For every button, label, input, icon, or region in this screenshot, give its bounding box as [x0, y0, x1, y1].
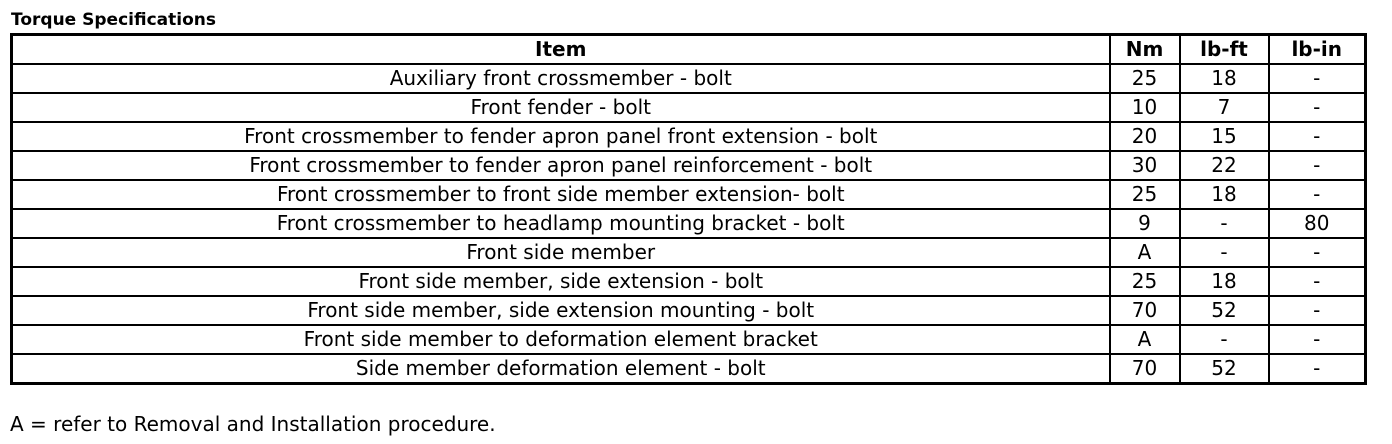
cell-item: Front side member — [12, 238, 1110, 267]
header-item: Item — [12, 35, 1110, 65]
cell-item: Front side member, side extension - bolt — [12, 267, 1110, 296]
cell-nm: 30 — [1110, 151, 1180, 180]
cell-nm: 25 — [1110, 64, 1180, 93]
cell-lb-in: - — [1269, 93, 1366, 122]
cell-lb-in: - — [1269, 180, 1366, 209]
cell-item: Front side member to deformation element bracket — [12, 325, 1110, 354]
cell-nm: 9 — [1110, 209, 1180, 238]
cell-lb-ft: 52 — [1180, 354, 1269, 384]
table-row — [12, 93, 1366, 122]
table-row — [12, 151, 1366, 180]
table-row — [12, 238, 1366, 267]
cell-item: Front crossmember to front side member extension- bolt — [12, 180, 1110, 209]
table-row — [12, 354, 1366, 384]
table-row — [12, 267, 1366, 296]
cell-nm: 70 — [1110, 354, 1180, 384]
cell-item: Front side member, side extension mounting - bolt — [12, 296, 1110, 325]
cell-lb-ft: 52 — [1180, 296, 1269, 325]
table-row — [12, 64, 1366, 93]
cell-lb-in: - — [1269, 325, 1366, 354]
cell-item: Side member deformation element - bolt — [12, 354, 1110, 384]
torque-spec-table — [10, 33, 1367, 385]
table-row — [12, 296, 1366, 325]
cell-lb-in: - — [1269, 122, 1366, 151]
cell-lb-ft: 18 — [1180, 180, 1269, 209]
table-row — [12, 325, 1366, 354]
cell-nm: 25 — [1110, 267, 1180, 296]
header-lb-ft: lb-ft — [1180, 35, 1269, 65]
cell-lb-in: - — [1269, 64, 1366, 93]
cell-lb-ft: - — [1180, 209, 1269, 238]
header-nm: Nm — [1110, 35, 1180, 65]
cell-item: Front crossmember to fender apron panel reinforcement - bolt — [12, 151, 1110, 180]
cell-lb-ft: 18 — [1180, 64, 1269, 93]
cell-nm: A — [1110, 238, 1180, 267]
cell-nm: 25 — [1110, 180, 1180, 209]
cell-lb-ft: - — [1180, 238, 1269, 267]
cell-item: Front crossmember to headlamp mounting bracket - bolt — [12, 209, 1110, 238]
cell-lb-ft: 18 — [1180, 267, 1269, 296]
cell-lb-ft: 15 — [1180, 122, 1269, 151]
cell-lb-in: - — [1269, 267, 1366, 296]
table-row — [12, 209, 1366, 238]
cell-lb-ft: - — [1180, 325, 1269, 354]
cell-item: Front crossmember to fender apron panel front extension - bolt — [12, 122, 1110, 151]
cell-nm: A — [1110, 325, 1180, 354]
table-title: Torque Specifications — [11, 10, 216, 30]
cell-nm: 20 — [1110, 122, 1180, 151]
header-lb-in: lb-in — [1269, 35, 1366, 65]
cell-lb-in: - — [1269, 296, 1366, 325]
cell-lb-ft: 22 — [1180, 151, 1269, 180]
cell-lb-in: - — [1269, 151, 1366, 180]
cell-item: Front fender - bolt — [12, 93, 1110, 122]
cell-nm: 10 — [1110, 93, 1180, 122]
cell-lb-in: - — [1269, 238, 1366, 267]
table-row — [12, 180, 1366, 209]
cell-nm: 70 — [1110, 296, 1180, 325]
cell-lb-ft: 7 — [1180, 93, 1269, 122]
cell-lb-in: - — [1269, 354, 1366, 384]
cell-lb-in: 80 — [1269, 209, 1366, 238]
footnote: A = refer to Removal and Installation procedure. — [10, 412, 496, 436]
table-row — [12, 122, 1366, 151]
header-row — [12, 35, 1366, 65]
cell-item: Auxiliary front crossmember - bolt — [12, 64, 1110, 93]
